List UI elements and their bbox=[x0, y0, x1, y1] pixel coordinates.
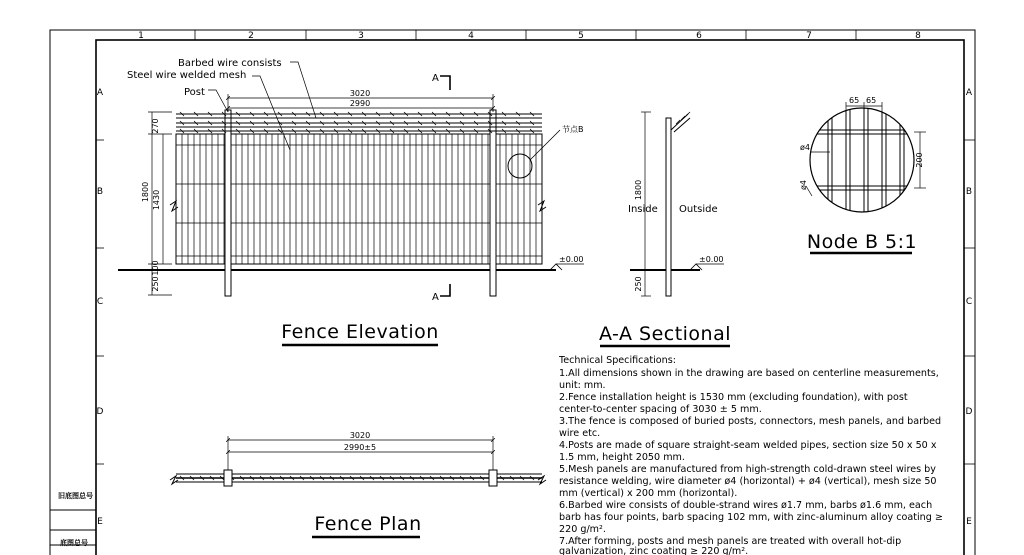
spec-line: center-to-center spacing of 3030 ± 5 mm. bbox=[559, 404, 762, 415]
section-mark-top-label: A bbox=[432, 73, 439, 84]
spec-line: galvanization, zinc coating ≥ 220 g/m². bbox=[559, 546, 749, 555]
row-label-d-right: D bbox=[965, 407, 973, 417]
section-foundation: 250 bbox=[634, 276, 643, 292]
stamp-base-no: 底图总号 bbox=[60, 539, 88, 547]
section-outside: Outside bbox=[679, 204, 718, 215]
dim-inner: 2990 bbox=[349, 99, 371, 108]
row-label-a: A bbox=[96, 88, 104, 98]
section-title: A-A Sectional bbox=[598, 323, 732, 345]
spec-line: unit: mm. bbox=[559, 380, 606, 391]
spec-heading: Technical Specifications: bbox=[559, 355, 676, 366]
post-right bbox=[490, 110, 496, 296]
spec-line: 3.The fence is composed of buried posts, connectors, mesh panels, and barbed bbox=[559, 416, 942, 427]
section-barbed-arm bbox=[671, 114, 690, 132]
node-dims bbox=[806, 102, 926, 196]
col-label-4: 4 bbox=[468, 31, 474, 41]
spec-line: 6.Barbed wire consists of double-strand wires ø1.7 mm, barbs ø1.6 mm, each bbox=[559, 500, 933, 511]
stamp-old-base-no: 旧底图总号 bbox=[58, 492, 93, 500]
spec-line: 7.After forming, posts and mesh panels are treated with overall hot-dip bbox=[559, 536, 902, 547]
col-label-6: 6 bbox=[696, 31, 702, 41]
plan-overall: 3020 bbox=[349, 431, 371, 440]
technical-specifications bbox=[558, 355, 943, 555]
node-mesh-wires bbox=[800, 100, 920, 220]
row-label-c: C bbox=[96, 297, 104, 307]
spec-line: barb has four points, barb spacing 102 mm, with zinc-aluminum alloy coating ≥ bbox=[559, 512, 943, 523]
dim-panel: 1430 bbox=[152, 189, 161, 211]
post-left bbox=[225, 110, 231, 296]
spec-line: 2.Fence installation height is 1530 mm (excluding foundation), with post bbox=[559, 392, 908, 403]
a-a-section bbox=[599, 112, 731, 346]
plan-dims bbox=[228, 436, 493, 470]
spec-line: 1.All dimensions shown in the drawing are based on centerline measurements, bbox=[559, 368, 939, 379]
fence-plan bbox=[170, 431, 546, 537]
break-mark-left bbox=[170, 201, 178, 211]
dim-overall: 3020 bbox=[349, 89, 371, 98]
section-mark-bottom bbox=[432, 284, 450, 303]
col-label-8: 8 bbox=[915, 31, 921, 41]
spec-line: 5.Mesh panels are manufactured from high-strength cold-drawn steel wires by bbox=[559, 464, 936, 475]
spec-line: 1.5 mm, height 2050 mm. bbox=[559, 452, 685, 463]
col-label-1: 1 bbox=[138, 31, 144, 41]
row-label-a-right: A bbox=[965, 88, 973, 98]
dim-gap: 100 bbox=[151, 260, 160, 276]
node-dia-v: ø4 bbox=[800, 143, 810, 152]
plan-inner: 2990±5 bbox=[343, 443, 377, 452]
row-label-b: B bbox=[96, 187, 104, 197]
callout-steel-mesh: Steel wire welded mesh bbox=[127, 70, 247, 81]
row-label-d: D bbox=[96, 407, 104, 417]
node-b-mark: 节点B bbox=[562, 125, 584, 134]
col-label-5: 5 bbox=[578, 31, 584, 41]
elevation-title: Fence Elevation bbox=[281, 321, 439, 343]
section-post bbox=[666, 118, 671, 296]
row-label-b-right: B bbox=[965, 187, 973, 197]
node-height: 200 bbox=[915, 152, 924, 168]
spec-line: resistance welding, wire diameter ø4 (horizontal) + ø4 (vertical), mesh size 50 bbox=[559, 476, 937, 487]
callout-post: Post bbox=[184, 87, 205, 98]
node-dim-left: 65 bbox=[849, 96, 860, 105]
col-label-7: 7 bbox=[806, 31, 812, 41]
section-inside: Inside bbox=[628, 204, 658, 215]
fence-elevation bbox=[118, 58, 584, 345]
row-label-c-right: C bbox=[965, 297, 973, 307]
plan-title: Fence Plan bbox=[314, 513, 422, 535]
break-mark-right bbox=[538, 201, 546, 211]
node-dim-right: 65 bbox=[866, 96, 877, 105]
ground-level-marker-elev bbox=[550, 255, 584, 270]
ground-level-label: ±0.00 bbox=[559, 255, 584, 264]
section-barb-dots bbox=[676, 112, 690, 124]
mesh-vertical-wires bbox=[182, 134, 536, 264]
dim-foundation: 250 bbox=[151, 276, 160, 292]
plan-post-right bbox=[489, 470, 497, 486]
plan-post-left bbox=[224, 470, 232, 486]
section-mark-bottom-label: A bbox=[432, 292, 439, 303]
dim-height-total: 1800 bbox=[141, 181, 150, 203]
section-ground-level-label: ±0.00 bbox=[699, 255, 724, 264]
row-label-e: E bbox=[97, 517, 103, 527]
row-label-e-right: E bbox=[966, 517, 972, 527]
node-b-detail bbox=[799, 96, 926, 253]
section-mark-top bbox=[432, 73, 450, 90]
spec-line: mm (vertical) x 200 mm (horizontal). bbox=[559, 488, 738, 499]
callout-barbed-wire: Barbed wire consists bbox=[178, 58, 282, 69]
barbs bbox=[180, 112, 534, 133]
section-height: 1800 bbox=[634, 179, 643, 201]
side-stamps bbox=[58, 491, 93, 547]
node-b-circle bbox=[508, 154, 532, 178]
spec-line: wire etc. bbox=[559, 428, 601, 439]
dim-barbed-zone: 270 bbox=[151, 118, 160, 134]
spec-line: 4.Posts are made of square straight-seam welded pipes, section size 50 x 50 x bbox=[559, 440, 937, 451]
node-dia-h: ø4 bbox=[799, 180, 808, 190]
ground-level-marker-section bbox=[690, 255, 724, 270]
spec-line: 220 g/m². bbox=[559, 524, 606, 535]
node-title: Node B 5:1 bbox=[806, 231, 918, 253]
col-label-3: 3 bbox=[358, 31, 364, 41]
col-label-2: 2 bbox=[248, 31, 254, 41]
